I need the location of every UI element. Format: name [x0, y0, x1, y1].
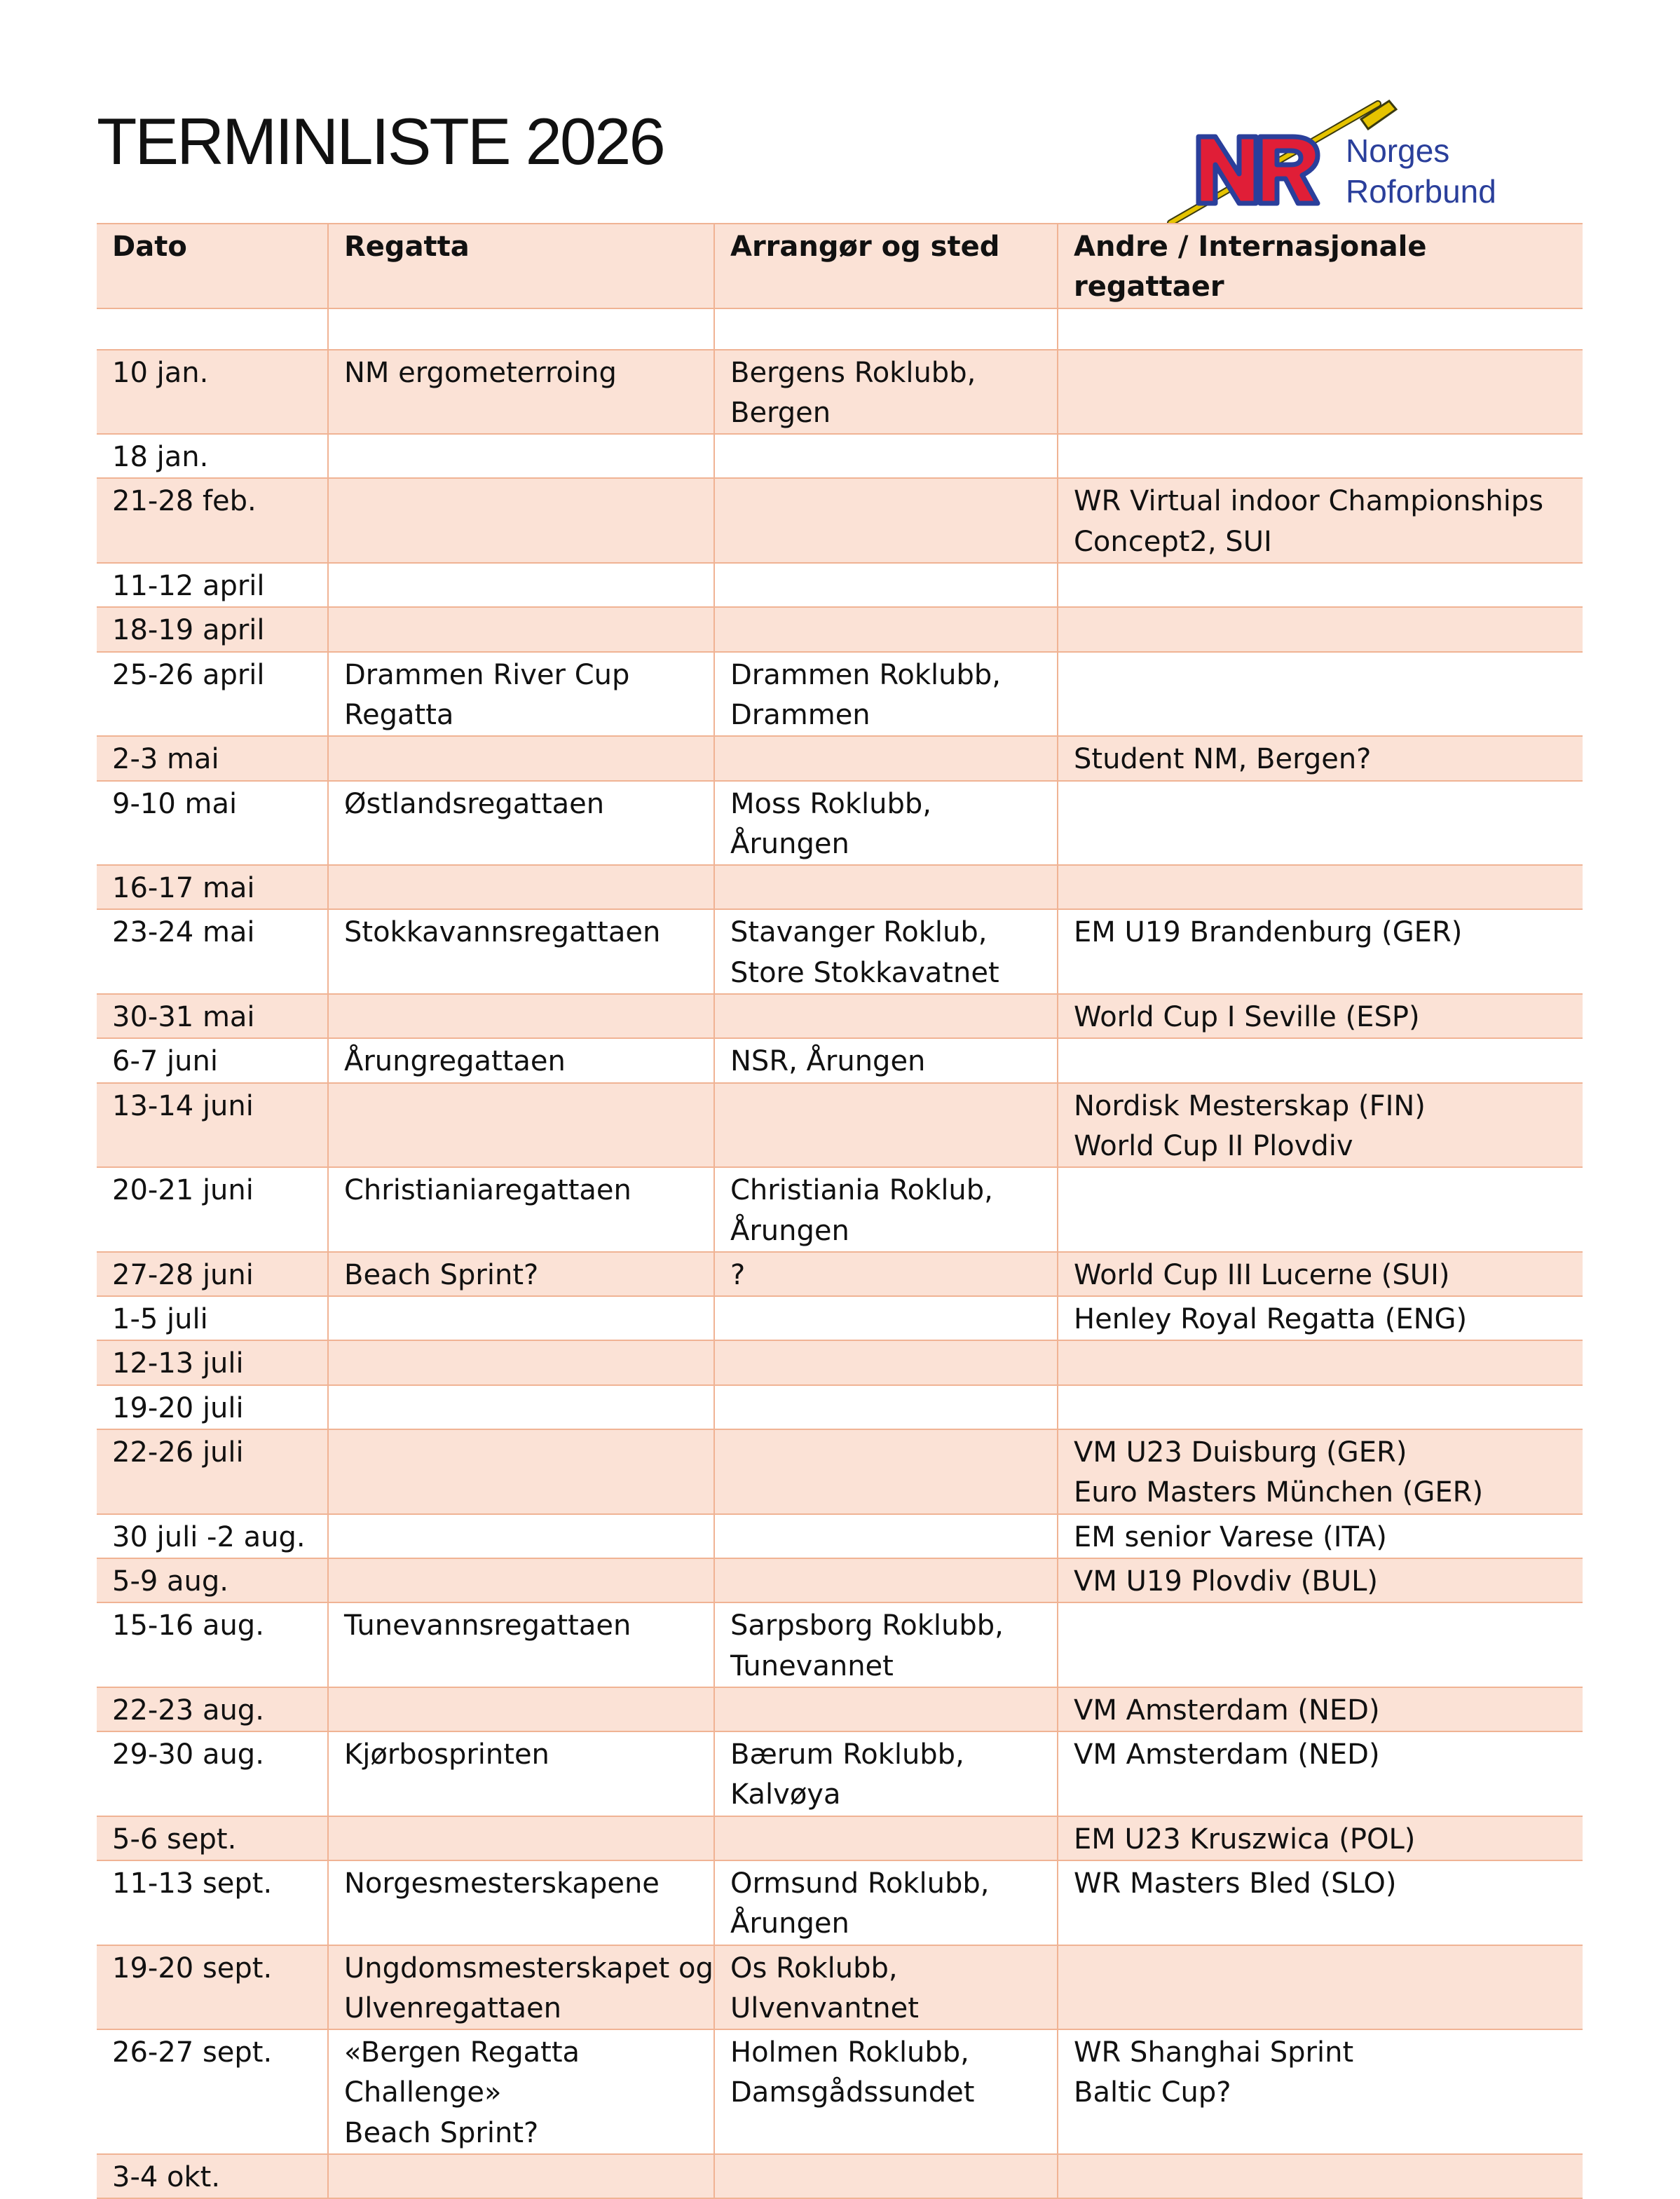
- table-row: [97, 1340, 1583, 1384]
- cell-dato: 19-20 sept.: [97, 1945, 328, 2030]
- cell-dato: 6-7 juni: [97, 1038, 328, 1082]
- cell-dato: 27-28 juni: [97, 1252, 328, 1296]
- cell-line: VM Amsterdam (NED): [1074, 1738, 1380, 1771]
- cell-arrangor: [714, 1731, 1058, 1816]
- cell-regatta: [328, 1945, 714, 2030]
- logo-wordmark: [1346, 130, 1496, 212]
- cell-arrangor: [714, 865, 1058, 909]
- cell-andre: [1058, 434, 1583, 478]
- cell-arrangor: [714, 1602, 1058, 1687]
- cell-dato: 16-17 mai: [97, 865, 328, 909]
- cell-arrangor: [714, 1340, 1058, 1384]
- table-row: [97, 1385, 1583, 1429]
- cell-dato: 22-26 juli: [97, 1429, 328, 1514]
- cell-dato: 30 juli -2 aug.: [97, 1514, 328, 1558]
- cell-line: Bergen: [730, 396, 831, 429]
- cell-regatta: [328, 994, 714, 1038]
- cell-regatta: [328, 865, 714, 909]
- cell-dato: 19-20 juli: [97, 1385, 328, 1429]
- cell-line: EM senior Varese (ITA): [1074, 1520, 1387, 1553]
- cell-andre: [1058, 478, 1583, 563]
- page-title: TERMINLISTE 2026: [97, 104, 664, 178]
- cell-line: Moss Roklubb,: [730, 787, 931, 820]
- cell-arrangor: [714, 350, 1058, 435]
- cell-dato: 15-16 aug.: [97, 1602, 328, 1687]
- cell-regatta: [328, 781, 714, 866]
- cell-line: Kjørbosprinten: [344, 1738, 549, 1771]
- cell-line: «Bergen Regatta: [344, 2036, 580, 2069]
- cell-line: Holmen Roklubb,: [730, 2036, 969, 2069]
- cell-arrangor: [714, 478, 1058, 563]
- cell-arrangor: [714, 1296, 1058, 1340]
- cell-arrangor: [714, 781, 1058, 866]
- cell-line: Os Roklubb,: [730, 1952, 898, 1984]
- cell-line: Challenge»: [344, 2076, 502, 2109]
- cell-regatta: [328, 2154, 714, 2198]
- cell-andre: [1058, 1167, 1583, 1252]
- cell-andre: [1058, 1816, 1583, 1860]
- cell-line: Stavanger Roklub,: [730, 916, 988, 949]
- cell-line: WR Virtual indoor Championships: [1074, 485, 1544, 518]
- cell-line: EM U19 Brandenburg (GER): [1074, 916, 1463, 949]
- cell-line: VM U19 Plovdiv (BUL): [1074, 1565, 1378, 1598]
- table-row: [97, 736, 1583, 780]
- cell-line: ?: [730, 1258, 746, 1291]
- cell-arrangor: [714, 1558, 1058, 1602]
- cell-dato: 11-13 sept.: [97, 1860, 328, 1945]
- header-andre: Andre / Internasjonale regattaer: [1058, 224, 1583, 308]
- cell-arrangor: [714, 607, 1058, 651]
- table-row: [97, 1602, 1583, 1687]
- cell-andre: [1058, 1038, 1583, 1082]
- table-row: [97, 909, 1583, 994]
- cell-arrangor: [714, 1429, 1058, 1514]
- table-row: [97, 563, 1583, 607]
- table-header-row: [97, 224, 1583, 308]
- cell-line: World Cup III Lucerne (SUI): [1074, 1258, 1450, 1291]
- cell-andre: [1058, 350, 1583, 435]
- table-row: [97, 781, 1583, 866]
- cell-dato: 1-5 juli: [97, 1296, 328, 1340]
- logo-line2: Roforbund: [1346, 173, 1496, 210]
- cell-line: Henley Royal Regatta (ENG): [1074, 1303, 1468, 1336]
- cell-line: Sarpsborg Roklubb,: [730, 1609, 1004, 1642]
- cell-line: Stokkavannsregattaen: [344, 916, 661, 949]
- cell-arrangor: [714, 1687, 1058, 1731]
- cell-regatta: [328, 1429, 714, 1514]
- cell-regatta: [328, 1385, 714, 1429]
- cell-line: EM U23 Kruszwica (POL): [1074, 1823, 1416, 1856]
- table-row: [97, 1429, 1583, 1514]
- cell-dato: 10 jan.: [97, 350, 328, 435]
- cell-regatta: [328, 1860, 714, 1945]
- cell-line: Beach Sprint?: [344, 2116, 539, 2149]
- cell-andre: [1058, 1945, 1583, 2030]
- cell-regatta: [328, 1514, 714, 1558]
- cell-regatta: [328, 1252, 714, 1296]
- cell-dato: 9-10 mai: [97, 781, 328, 866]
- cell-line: Drammen: [730, 698, 870, 731]
- cell-line: Årungen: [730, 1907, 849, 1940]
- cell-line: Student NM, Bergen?: [1074, 743, 1372, 776]
- cell-line: Store Stokkavatnet: [730, 956, 999, 989]
- cell-andre: [1058, 2154, 1583, 2198]
- cell-line: Tunevannet: [730, 1649, 894, 1682]
- cell-andre: [1058, 1252, 1583, 1296]
- cell-line: Bærum Roklubb,: [730, 1738, 964, 1771]
- cell-arrangor: [714, 308, 1058, 350]
- cell-line: Norgesmesterskapene: [344, 1867, 660, 1900]
- cell-line: Baltic Cup?: [1074, 2076, 1231, 2109]
- cell-dato: 13-14 juni: [97, 1083, 328, 1168]
- cell-regatta: [328, 1816, 714, 1860]
- cell-arrangor: [714, 434, 1058, 478]
- cell-dato: 18 jan.: [97, 434, 328, 478]
- table-row: [97, 350, 1583, 435]
- cell-dato: 3-4 okt.: [97, 2154, 328, 2198]
- cell-dato: 18-19 april: [97, 607, 328, 651]
- cell-arrangor: [714, 736, 1058, 780]
- cell-arrangor: [714, 994, 1058, 1038]
- cell-line: NSR, Årungen: [730, 1045, 926, 1078]
- table-row: [97, 1945, 1583, 2030]
- cell-line: Østlandsregattaen: [344, 787, 605, 820]
- cell-dato: 12-13 juli: [97, 1340, 328, 1384]
- cell-andre: [1058, 994, 1583, 1038]
- cell-andre: [1058, 563, 1583, 607]
- cell-regatta: [328, 652, 714, 737]
- cell-andre: [1058, 308, 1583, 350]
- cell-andre: [1058, 1860, 1583, 1945]
- cell-andre: [1058, 652, 1583, 737]
- table-row: [97, 1038, 1583, 1082]
- cell-line: Concept2, SUI: [1074, 525, 1272, 558]
- cell-regatta: [328, 1296, 714, 1340]
- cell-andre: [1058, 909, 1583, 994]
- cell-line: Årungen: [730, 827, 849, 860]
- cell-line: Ormsund Roklubb,: [730, 1867, 990, 1900]
- cell-andre: [1058, 736, 1583, 780]
- cell-arrangor: [714, 2154, 1058, 2198]
- cell-andre: [1058, 2029, 1583, 2154]
- cell-dato: 29-30 aug.: [97, 1731, 328, 1816]
- cell-line: Drammen Roklubb,: [730, 658, 1001, 691]
- header-regatta: Regatta: [328, 224, 714, 308]
- cell-dato: 11-12 april: [97, 563, 328, 607]
- cell-line: WR Shanghai Sprint: [1074, 2036, 1354, 2069]
- cell-andre: [1058, 1687, 1583, 1731]
- cell-dato: 20-21 juni: [97, 1167, 328, 1252]
- cell-regatta: [328, 909, 714, 994]
- table-row: [97, 1514, 1583, 1558]
- header-dato: Dato: [97, 224, 328, 308]
- cell-regatta: [328, 308, 714, 350]
- cell-line: Nordisk Mesterskap (FIN): [1074, 1089, 1426, 1122]
- table-row: [97, 994, 1583, 1038]
- table-row: [97, 2154, 1583, 2198]
- cell-andre: [1058, 865, 1583, 909]
- cell-arrangor: [714, 2029, 1058, 2154]
- cell-line: Kalvøya: [730, 1778, 841, 1811]
- table-row: [97, 1296, 1583, 1340]
- cell-line: Ungdomsmesterskapet og: [344, 1952, 713, 1984]
- cell-andre: [1058, 1083, 1583, 1168]
- cell-andre: [1058, 1385, 1583, 1429]
- cell-dato: 5-9 aug.: [97, 1558, 328, 1602]
- cell-regatta: [328, 1602, 714, 1687]
- cell-arrangor: [714, 1816, 1058, 1860]
- cell-line: WR Masters Bled (SLO): [1074, 1867, 1397, 1900]
- cell-andre: [1058, 607, 1583, 651]
- cell-line: Bergens Roklubb,: [730, 356, 976, 389]
- cell-regatta: [328, 1340, 714, 1384]
- table-row: [97, 652, 1583, 737]
- cell-dato: 25-26 april: [97, 652, 328, 737]
- table-row: [97, 2029, 1583, 2154]
- cell-regatta: [328, 1167, 714, 1252]
- cell-andre: [1058, 1429, 1583, 1514]
- cell-arrangor: [714, 909, 1058, 994]
- cell-regatta: [328, 1731, 714, 1816]
- cell-dato: 2-3 mai: [97, 736, 328, 780]
- cell-dato: 26-27 sept.: [97, 2029, 328, 2154]
- nr-mark-icon: [1198, 137, 1318, 203]
- table-row: [97, 1731, 1583, 1816]
- cell-arrangor: [714, 1385, 1058, 1429]
- cell-dato: 5-6 sept.: [97, 1816, 328, 1860]
- cell-line: NM ergometerroing: [344, 356, 617, 389]
- cell-regatta: [328, 1038, 714, 1082]
- cell-regatta: [328, 1687, 714, 1731]
- cell-regatta: [328, 478, 714, 563]
- cell-line: Christianiaregattaen: [344, 1174, 631, 1207]
- cell-line: Regatta: [344, 698, 454, 731]
- cell-dato: 30-31 mai: [97, 994, 328, 1038]
- cell-dato: 23-24 mai: [97, 909, 328, 994]
- cell-dato: [97, 308, 328, 350]
- table-row: [97, 1252, 1583, 1296]
- cell-andre: [1058, 1731, 1583, 1816]
- cell-regatta: [328, 1558, 714, 1602]
- cell-regatta: [328, 1083, 714, 1168]
- cell-line: Christiania Roklub,: [730, 1174, 993, 1207]
- table-row: [97, 478, 1583, 563]
- cell-line: VM U23 Duisburg (GER): [1074, 1436, 1407, 1469]
- cell-regatta: [328, 736, 714, 780]
- cell-arrangor: [714, 1167, 1058, 1252]
- cell-line: Beach Sprint?: [344, 1258, 539, 1291]
- table-row: [97, 865, 1583, 909]
- cell-line: Drammen River Cup: [344, 658, 630, 691]
- cell-line: Ulvenvantnet: [730, 1992, 919, 2024]
- cell-line: Tunevannsregattaen: [344, 1609, 631, 1642]
- table-row: [97, 308, 1583, 350]
- table-row: [97, 1083, 1583, 1168]
- cell-regatta: [328, 434, 714, 478]
- cell-andre: [1058, 1340, 1583, 1384]
- cell-andre: [1058, 1296, 1583, 1340]
- cell-arrangor: [714, 1860, 1058, 1945]
- cell-regatta: [328, 350, 714, 435]
- cell-line: VM Amsterdam (NED): [1074, 1694, 1380, 1727]
- cell-dato: 22-23 aug.: [97, 1687, 328, 1731]
- table-row: [97, 1558, 1583, 1602]
- cell-line: World Cup I Seville (ESP): [1074, 1001, 1420, 1034]
- cell-arrangor: [714, 1252, 1058, 1296]
- cell-dato: 21-28 feb.: [97, 478, 328, 563]
- cell-arrangor: [714, 1514, 1058, 1558]
- table-row: [97, 1687, 1583, 1731]
- cell-andre: [1058, 1514, 1583, 1558]
- cell-line: Årungregattaen: [344, 1045, 566, 1078]
- cell-andre: [1058, 1558, 1583, 1602]
- cell-line: Damsgådssundet: [730, 2076, 975, 2109]
- cell-arrangor: [714, 652, 1058, 737]
- cell-arrangor: [714, 563, 1058, 607]
- cell-andre: [1058, 1602, 1583, 1687]
- header-arrangor: Arrangør og sted: [714, 224, 1058, 308]
- table-row: [97, 607, 1583, 651]
- table-row: [97, 1860, 1583, 1945]
- cell-line: World Cup II Plovdiv: [1074, 1129, 1353, 1162]
- table-row: [97, 1167, 1583, 1252]
- table-row: [97, 434, 1583, 478]
- cell-regatta: [328, 563, 714, 607]
- logo-line1: Norges: [1346, 132, 1450, 169]
- cell-line: Euro Masters München (GER): [1074, 1476, 1484, 1509]
- cell-arrangor: [714, 1038, 1058, 1082]
- cell-andre: [1058, 781, 1583, 866]
- cell-regatta: [328, 607, 714, 651]
- schedule-table: [97, 223, 1583, 2199]
- cell-regatta: [328, 2029, 714, 2154]
- cell-arrangor: [714, 1083, 1058, 1168]
- cell-arrangor: [714, 1945, 1058, 2030]
- cell-line: Ulvenregattaen: [344, 1992, 561, 2024]
- cell-line: Årungen: [730, 1214, 849, 1247]
- table-row: [97, 1816, 1583, 1860]
